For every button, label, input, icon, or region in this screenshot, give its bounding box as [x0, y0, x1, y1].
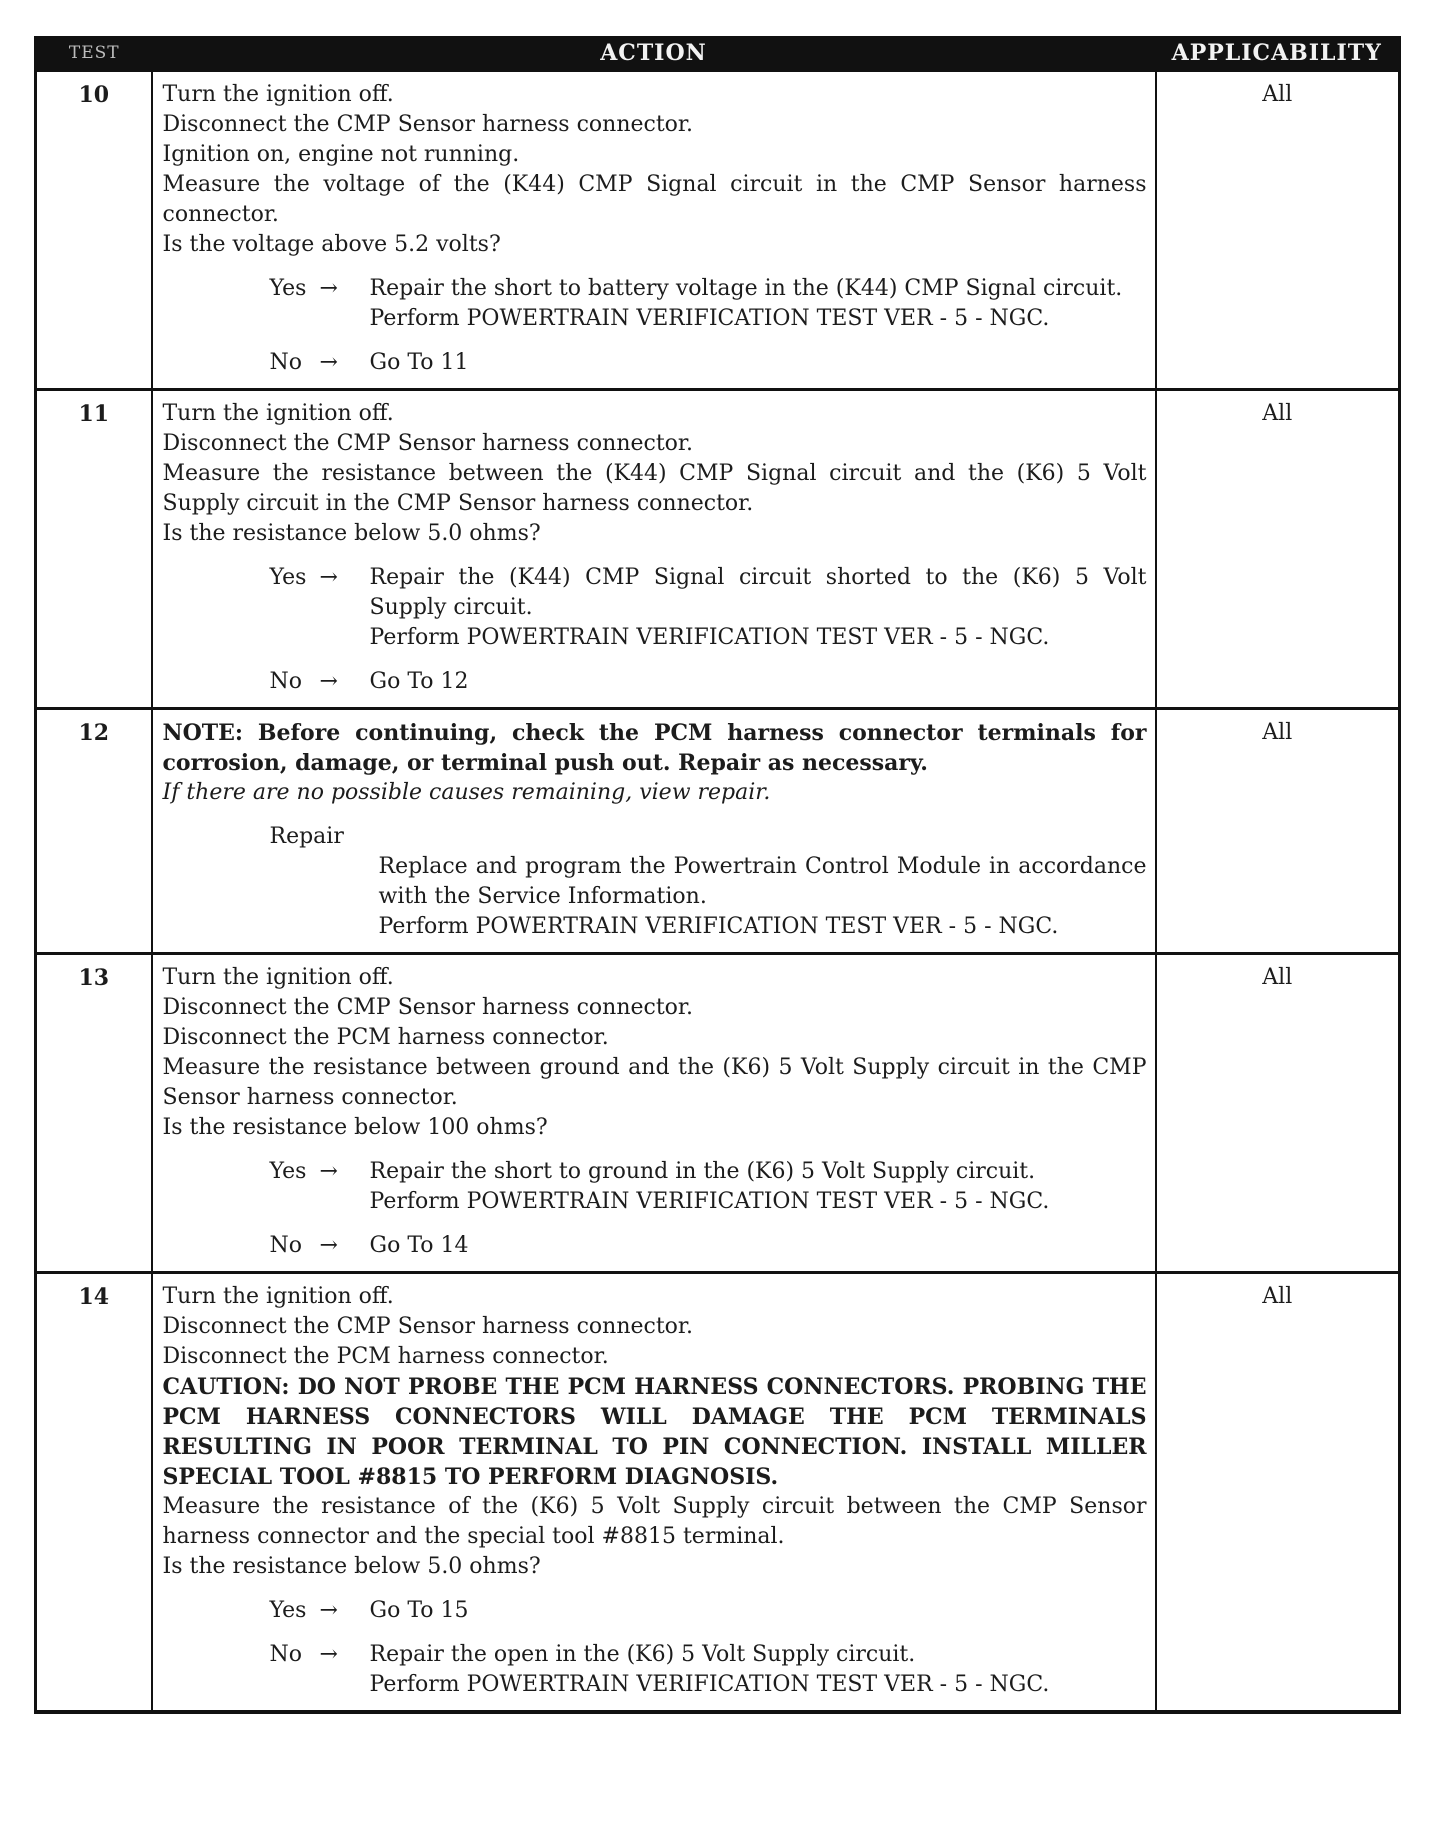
result-line: Perform POWERTRAIN VERIFICATION TEST VER - 5 - NGC.: [369, 1189, 1050, 1214]
step-text: Measure the voltage of the (K44) CMP Signal circuit in the CMP Sensor harness connector.: [162, 172, 1147, 227]
step-text: Disconnect the CMP Sensor harness connector.: [162, 1314, 694, 1339]
step-text: Disconnect the PCM harness connector.: [162, 1025, 609, 1050]
header-test: TEST: [36, 36, 152, 71]
note-text: NOTE: Before continuing, check the PCM harness connector terminals for corrosion, damage, or terminal push out. Repair as necessary.: [162, 720, 1147, 776]
repair-line: Replace and program the Powertrain Control Module in accordance with the Service Information.: [378, 854, 1147, 909]
yes-label: Yes: [269, 276, 307, 301]
no-result: Go To 11: [369, 350, 469, 375]
step-text: Measure the resistance between the (K44) CMP Signal circuit and the (K6) 5 Volt Supply circuit in the CMP Sensor harness connector.: [162, 461, 1147, 516]
right-arrow-icon: →: [319, 350, 338, 375]
no-result: Go To 14: [369, 1233, 469, 1258]
table-row: [36, 709, 1400, 954]
diagnostic-test-sheet: [34, 36, 1398, 1714]
no-label: No: [269, 1642, 302, 1667]
action-cell: [152, 954, 1156, 1273]
header-row: [36, 36, 1400, 71]
no-result: Go To 12: [369, 669, 469, 694]
question-text: Is the resistance below 5.0 ohms?: [162, 521, 541, 546]
no-result: [370, 1640, 1147, 1700]
yes-option: [163, 1596, 1147, 1626]
repair-line: Perform POWERTRAIN VERIFICATION TEST VER - 5 - NGC.: [378, 914, 1059, 939]
test-number: 11: [36, 390, 152, 709]
result-line: Repair the open in the (K6) 5 Volt Supply circuit.: [369, 1642, 916, 1667]
step-text: Measure the resistance between ground and the (K6) 5 Volt Supply circuit in the CMP Sensor harness connector.: [162, 1055, 1147, 1110]
test-number: 12: [36, 709, 152, 954]
right-arrow-icon: →: [319, 276, 338, 301]
test-number: 14: [36, 1273, 152, 1713]
test-number: 13: [36, 954, 152, 1273]
step-text: Measure the resistance of the (K6) 5 Volt Supply circuit between the CMP Sensor harness connector and the special tool #8815 terminal.: [162, 1494, 1147, 1549]
no-option: [163, 1640, 1147, 1700]
action-cell: [152, 709, 1156, 954]
right-arrow-icon: →: [319, 1598, 338, 1623]
no-option: [163, 667, 1147, 697]
yes-option: [163, 274, 1147, 334]
action-cell: [152, 71, 1156, 390]
no-label: No: [269, 350, 302, 375]
table-row: [36, 71, 1400, 390]
step-text: Turn the ignition off.: [162, 1284, 394, 1309]
right-arrow-icon: →: [319, 1159, 338, 1184]
result-line: Perform POWERTRAIN VERIFICATION TEST VER - 5 - NGC.: [369, 1672, 1050, 1697]
header-applicability: APPLICABILITY: [1156, 36, 1400, 71]
yes-result: [370, 274, 1147, 334]
step-text: Disconnect the CMP Sensor harness connector.: [162, 431, 694, 456]
intro-text: If there are no possible causes remaining, view repair.: [162, 780, 771, 805]
question-text: Is the voltage above 5.2 volts?: [162, 232, 501, 257]
header-action: ACTION: [152, 36, 1156, 71]
action-cell: [152, 1273, 1156, 1713]
no-label: No: [269, 1233, 302, 1258]
step-text: Disconnect the CMP Sensor harness connector.: [162, 995, 694, 1020]
right-arrow-icon: →: [319, 1233, 338, 1258]
applicability-cell: All: [1156, 954, 1400, 1273]
right-arrow-icon: →: [319, 669, 338, 694]
step-text: Disconnect the CMP Sensor harness connector.: [162, 112, 694, 137]
result-line: Perform POWERTRAIN VERIFICATION TEST VER - 5 - NGC.: [369, 625, 1050, 650]
yes-label: Yes: [269, 1598, 307, 1623]
question-text: Is the resistance below 100 ohms?: [162, 1115, 548, 1140]
right-arrow-icon: →: [319, 565, 338, 590]
table-row: [36, 1273, 1400, 1713]
no-option: [163, 348, 1147, 378]
step-text: Turn the ignition off.: [162, 965, 394, 990]
yes-label: Yes: [269, 565, 307, 590]
result-line: Perform POWERTRAIN VERIFICATION TEST VER - 5 - NGC.: [369, 306, 1050, 331]
yes-result: [370, 1157, 1147, 1217]
action-cell: [152, 390, 1156, 709]
applicability-cell: All: [1156, 71, 1400, 390]
result-line: Repair the short to ground in the (K6) 5 Volt Supply circuit.: [369, 1159, 1036, 1184]
repair-label: Repair: [269, 824, 344, 849]
repair-body: [163, 852, 1147, 942]
table-row: [36, 390, 1400, 709]
step-text: Ignition on, engine not running.: [162, 142, 520, 167]
applicability-cell: All: [1156, 709, 1400, 954]
yes-result: [370, 563, 1147, 653]
yes-option: [163, 1157, 1147, 1217]
applicability-cell: All: [1156, 390, 1400, 709]
no-option: [163, 1231, 1147, 1261]
caution-text: CAUTION: DO NOT PROBE THE PCM HARNESS CONNECTORS. PROBING THE PCM HARNESS CONNECTORS WILL DAMAGE THE PCM TERMINALS RESULTING IN POOR TERMINAL TO PIN CONNECTION. INSTALL MILLER SPECIAL TOOL #8815 TO PERFORM DIAGNOSIS.: [162, 1374, 1147, 1490]
yes-label: Yes: [269, 1159, 307, 1184]
right-arrow-icon: →: [319, 1642, 338, 1667]
test-number: 10: [36, 71, 152, 390]
step-text: Turn the ignition off.: [162, 401, 394, 426]
result-line: Repair the (K44) CMP Signal circuit shorted to the (K6) 5 Volt Supply circuit.: [369, 565, 1147, 620]
result-line: Repair the short to battery voltage in the (K44) CMP Signal circuit.: [369, 276, 1123, 301]
step-text: Turn the ignition off.: [162, 82, 394, 107]
applicability-cell: All: [1156, 1273, 1400, 1713]
step-text: Disconnect the PCM harness connector.: [162, 1344, 609, 1369]
question-text: Is the resistance below 5.0 ohms?: [162, 1554, 541, 1579]
yes-option: [163, 563, 1147, 653]
diagnostic-table: [34, 36, 1401, 1714]
yes-result: Go To 15: [369, 1598, 469, 1623]
no-label: No: [269, 669, 302, 694]
table-row: [36, 954, 1400, 1273]
